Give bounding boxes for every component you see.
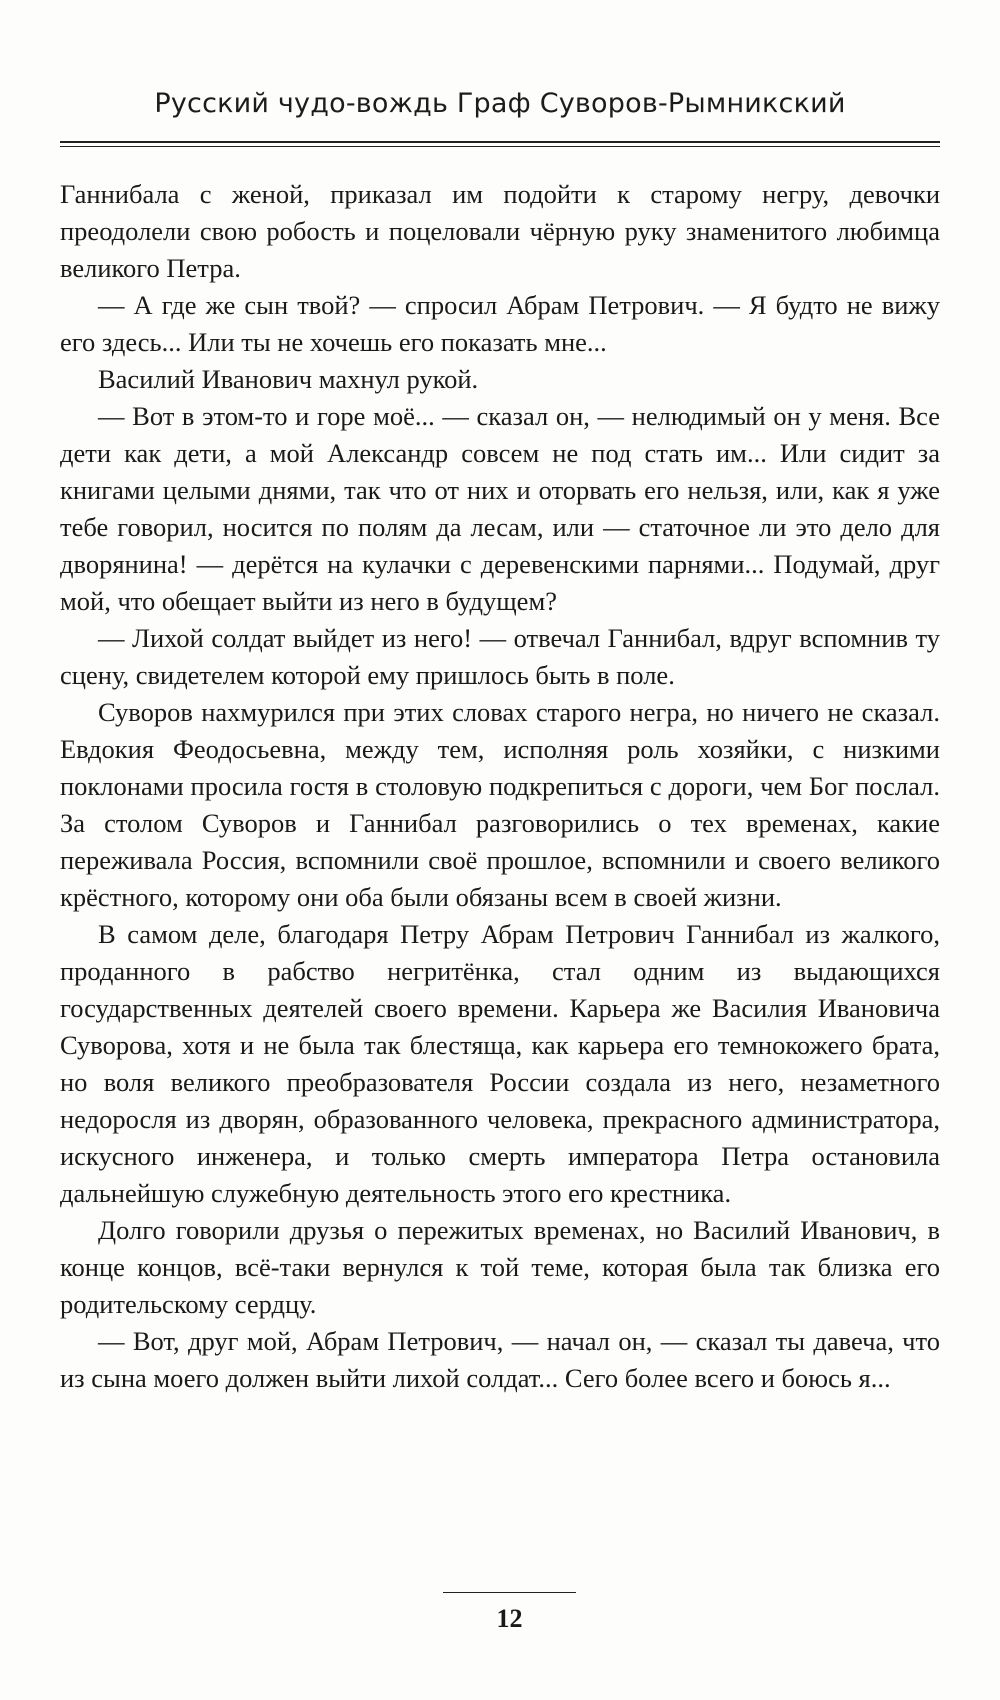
paragraph-continued: Ганнибала с женой, приказал им подойти к старому негру, девочки преодолели свою робость и поцеловали чёрную руку знаменитого любимца великого Петра. — [60, 179, 940, 283]
header-rule-thick — [60, 141, 940, 143]
paragraph: — Лихой солдат выйдет из него! — отвечал Ганнибал, вдруг вспомнив ту сцену, свидетелем которой ему пришлось быть в поле. — [60, 623, 940, 690]
paragraph: — Вот, друг мой, Абрам Петрович, — начал он, — сказал ты давеча, что из сына моего должен выйти лихой солдат... Сего более всего и боюсь я... — [60, 1326, 940, 1393]
paragraph: В самом деле, благодаря Петру Абрам Петрович Ганнибал из жалкого, проданного в рабство негритёнка, стал одним из выдающихся государственных деятелей своего времени. Карьера же Василия Ивановича Суворова, хотя и не была так блестяща, как карьера его темнокожего брата, но воля великого преобразователя России создала из него, незаметного недоросля из дворян, образованного человека, прекрасного администратора, искусного инженера, и только смерть императора Петра остановила дальнейшую служебную деятельность этого его крестника. — [60, 919, 940, 1208]
paragraph: — А где же сын твой? — спросил Абрам Петрович. — Я будто не вижу его здесь... Или ты не хочешь его показать мне... — [60, 290, 940, 357]
header-rule-thin — [60, 146, 940, 147]
paragraph: Василий Иванович махнул рукой. — [98, 364, 479, 394]
paragraph: Суворов нахмурился при этих словах старого негра, но ничего не сказал. Евдокия Феодосьевна, между тем, исполняя роль хозяйки, с низкими поклонами просила гостя в столовую подкрепиться с дороги, чем Бог послал. За столом Суворов и Ганнибал разговорились о тех временах, какие переживала Россия, вспомнили своё прошлое, вспомнили и своего великого крёстного, которому они оба были обязаны всем в своей жизни. — [60, 697, 940, 912]
paragraph: Долго говорили друзья о пережитых временах, но Василий Иванович, в конце концов, всё-таки вернулся к той теме, которая была так близка его родительскому сердцу. — [60, 1215, 940, 1319]
folio-rule — [443, 1592, 576, 1593]
page-number: 12 — [496, 1604, 523, 1633]
running-head-title: Русский чудо-вождь Граф Суворов-Рымникский — [154, 88, 846, 119]
body-text — [60, 176, 940, 1397]
paragraph: — Вот в этом-то и горе моё... — сказал он, — нелюдимый он у меня. Все дети как дети, а мой Александр совсем не под стать им... Или сидит за книгами целыми днями, так что от них и оторвать его нельзя, или, как я уже тебе говорил, носится по полям да лесам, или — статочное ли это дело для дворянина! — дерётся на кулачки с деревенскими парнями... Подумай, друг мой, что обещает выйти из него в будущем? — [60, 401, 940, 616]
